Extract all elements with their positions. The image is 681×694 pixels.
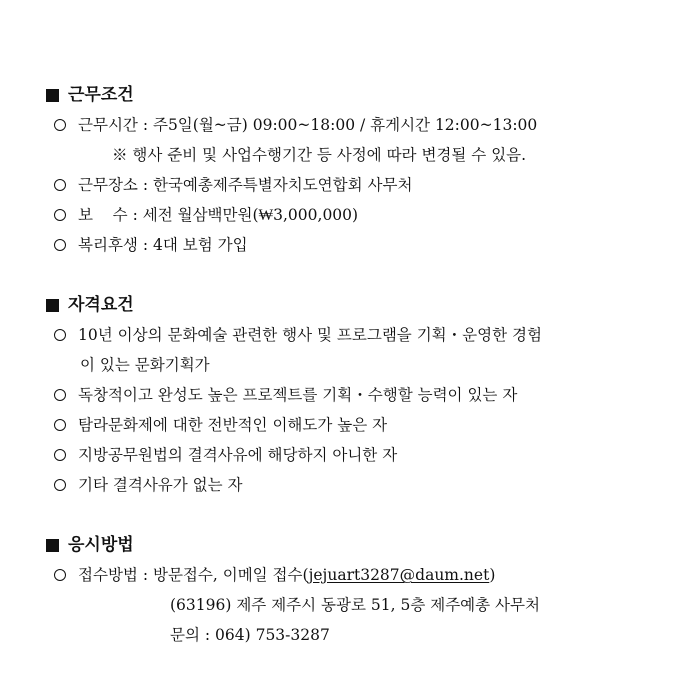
item-text: 방문접수, 이메일 접수( bbox=[152, 566, 309, 584]
section-title: 응시방법 bbox=[68, 535, 134, 555]
circle-bullet-icon bbox=[54, 479, 66, 491]
list-item-public-service-law bbox=[54, 445, 397, 465]
address-text: (63196) 제주 제주시 동광로 51, 5층 제주예총 사무처 bbox=[170, 596, 540, 614]
list-item-salary bbox=[54, 205, 358, 225]
list-item-other-disqualification bbox=[54, 475, 243, 495]
circle-bullet-icon bbox=[54, 119, 66, 131]
item-text: 근무장소 : 한국예총제주특별자치도연합회 사무처 bbox=[78, 176, 413, 194]
section-title: 자격요건 bbox=[68, 295, 134, 315]
item-text: 10년 이상의 문화예술 관련한 행사 및 프로그램을 기획・운영한 경험 bbox=[78, 326, 542, 344]
note-schedule-change bbox=[112, 145, 526, 165]
list-item-benefits bbox=[54, 235, 248, 255]
circle-bullet-icon bbox=[54, 239, 66, 251]
item-text: 기타 결격사유가 없는 자 bbox=[78, 476, 243, 494]
contact-line bbox=[170, 625, 330, 645]
item-suffix: ) bbox=[489, 566, 496, 584]
item-text: 지방공무원법의 결격사유에 해당하지 아니한 자 bbox=[78, 446, 398, 464]
address-line bbox=[170, 595, 540, 615]
list-item-application-method bbox=[54, 565, 495, 585]
circle-bullet-icon bbox=[54, 419, 66, 431]
list-item-work-hours bbox=[54, 115, 537, 135]
email-link[interactable]: jejuart3287@daum.net bbox=[308, 566, 490, 584]
list-item-creativity bbox=[54, 385, 517, 405]
list-item-work-location bbox=[54, 175, 412, 195]
circle-bullet-icon bbox=[54, 179, 66, 191]
contact-text: 문의 : 064) 753-3287 bbox=[170, 626, 330, 644]
section-title: 근무조건 bbox=[68, 85, 134, 105]
section-heading-work-conditions bbox=[46, 85, 134, 105]
circle-bullet-icon bbox=[54, 329, 66, 341]
item-label: 접수방법 : bbox=[78, 566, 153, 584]
square-bullet-icon bbox=[46, 539, 59, 552]
circle-bullet-icon bbox=[54, 449, 66, 461]
circle-bullet-icon bbox=[54, 209, 66, 221]
list-item-continuation bbox=[80, 355, 210, 375]
section-heading-qualifications bbox=[46, 295, 134, 315]
item-text: 근무시간 : 주5일(월~금) 09:00~18:00 / 휴게시간 12:00~13:00 bbox=[78, 116, 538, 134]
section-heading-application bbox=[46, 535, 134, 555]
item-text: 보 수 : 세전 월삼백만원(₩3,000,000) bbox=[78, 206, 359, 224]
note-text: ※ 행사 준비 및 사업수행기간 등 사정에 따라 변경될 수 있음. bbox=[112, 146, 527, 164]
circle-bullet-icon bbox=[54, 389, 66, 401]
item-text: 이 있는 문화기획가 bbox=[80, 356, 210, 374]
item-text: 탐라문화제에 대한 전반적인 이해도가 높은 자 bbox=[78, 416, 388, 434]
square-bullet-icon bbox=[46, 89, 59, 102]
square-bullet-icon bbox=[46, 299, 59, 312]
circle-bullet-icon bbox=[54, 569, 66, 581]
list-item-understanding bbox=[54, 415, 387, 435]
list-item-experience bbox=[54, 325, 542, 345]
item-text: 복리후생 : 4대 보험 가입 bbox=[78, 236, 248, 254]
item-text: 독창적이고 완성도 높은 프로젝트를 기획・수행할 능력이 있는 자 bbox=[78, 386, 518, 404]
